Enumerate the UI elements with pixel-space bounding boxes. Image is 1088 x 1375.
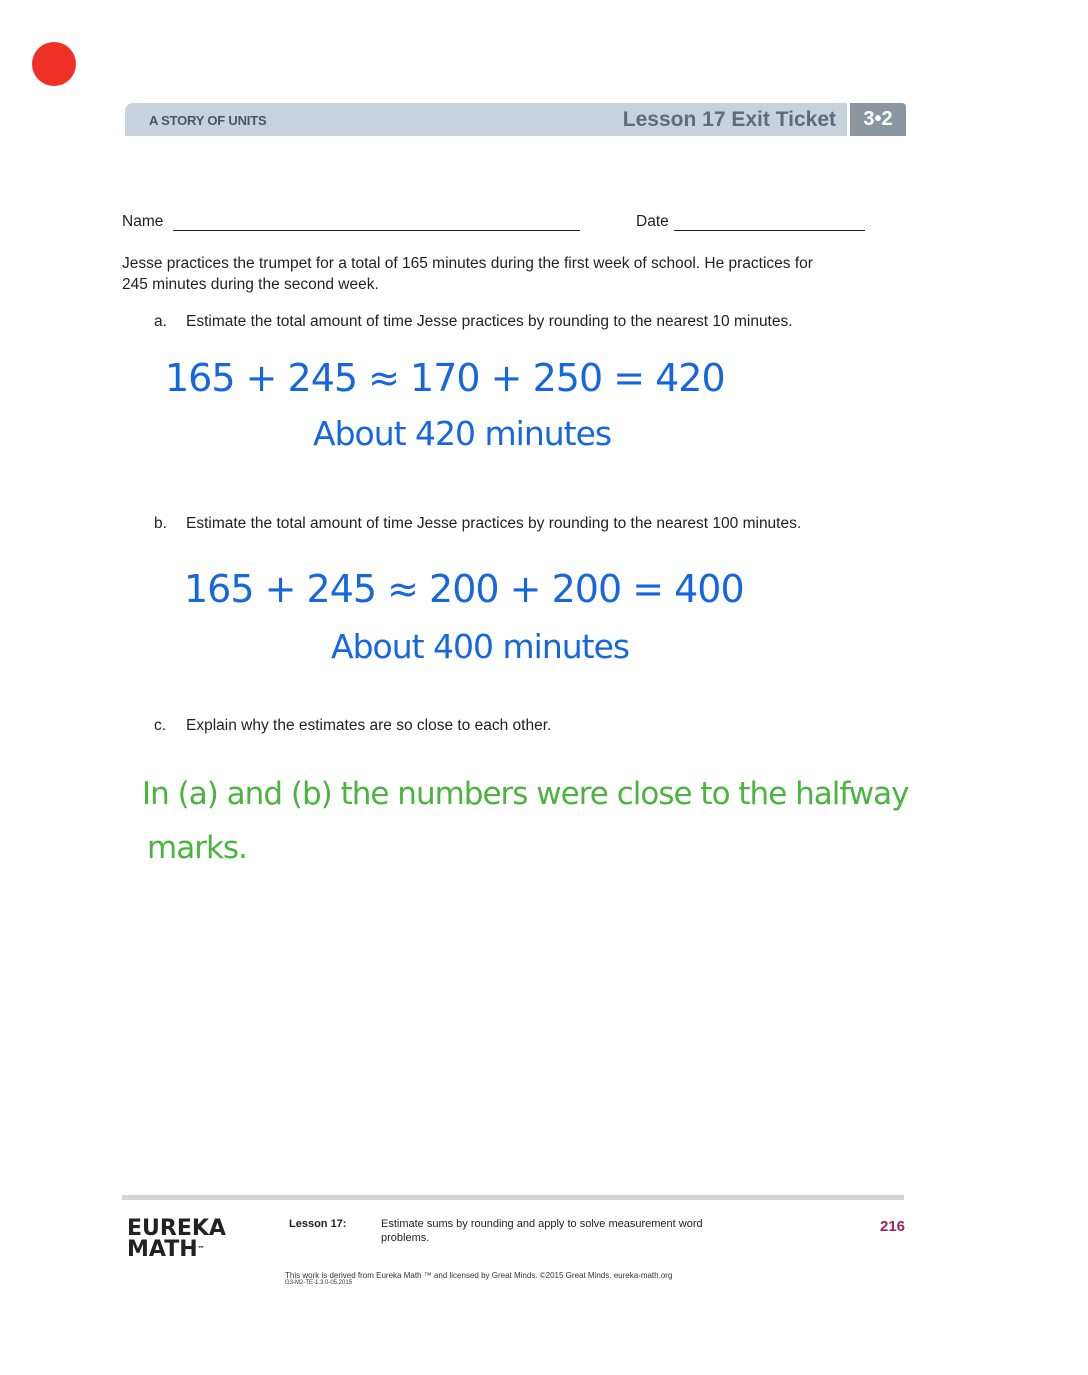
problem-stem-line1: Jesse practices the trumpet for a total of 165 minutes during the first week of school. He practices for bbox=[122, 255, 813, 272]
page-number: 216 bbox=[880, 1218, 906, 1235]
logo-line2: MATH™ bbox=[127, 1237, 205, 1262]
date-label: Date bbox=[636, 213, 669, 230]
record-indicator-dot bbox=[32, 42, 76, 86]
lesson-title: Lesson 17 Exit Ticket bbox=[622, 108, 836, 131]
part-c-prompt: Explain why the estimates are so close to each other. bbox=[186, 717, 552, 734]
part-a-prompt: Estimate the total amount of time Jesse practices by rounding to the nearest 10 minutes. bbox=[186, 313, 793, 330]
date-field[interactable] bbox=[674, 230, 865, 231]
part-b-answer: About 400 minutes bbox=[331, 627, 630, 666]
license-text: This work is derived from Eureka Math ™ and licensed by Great Minds. ©2015 Great Minds. eureka-math.org bbox=[285, 1271, 673, 1280]
part-c-answer-line2: marks. bbox=[147, 830, 247, 866]
problem-stem-line2: 245 minutes during the second week. bbox=[122, 276, 379, 293]
part-a-answer: About 420 minutes bbox=[313, 414, 612, 453]
part-b-work: 165 + 245 ≈ 200 + 200 = 400 bbox=[184, 567, 744, 611]
name-label: Name bbox=[122, 213, 164, 230]
footer-lesson-desc-line2: problems. bbox=[381, 1232, 430, 1244]
eureka-math-logo bbox=[127, 1218, 226, 1260]
part-b-prompt: Estimate the total amount of time Jesse practices by rounding to the nearest 100 minutes. bbox=[186, 515, 802, 532]
grade-module-badge: 3•2 bbox=[850, 103, 906, 136]
document-code: G3-M2-TE-1.3.0-05.2015 bbox=[285, 1280, 353, 1286]
part-c-letter: c. bbox=[154, 717, 167, 734]
part-c-answer-line1: In (a) and (b) the numbers were close to the halfway bbox=[142, 776, 909, 812]
logo-line1: EUREKA bbox=[127, 1216, 226, 1241]
footer-lesson-desc-line1: Estimate sums by rounding and apply to solve measurement word bbox=[381, 1218, 703, 1230]
footer-rule bbox=[122, 1195, 904, 1200]
part-a-letter: a. bbox=[154, 313, 167, 330]
series-label: A STORY OF UNITS bbox=[149, 113, 267, 128]
part-a-work: 165 + 245 ≈ 170 + 250 = 420 bbox=[165, 356, 725, 400]
footer-lesson-label: Lesson 17: bbox=[289, 1218, 347, 1230]
name-field[interactable] bbox=[173, 230, 580, 231]
part-b-letter: b. bbox=[154, 515, 167, 532]
